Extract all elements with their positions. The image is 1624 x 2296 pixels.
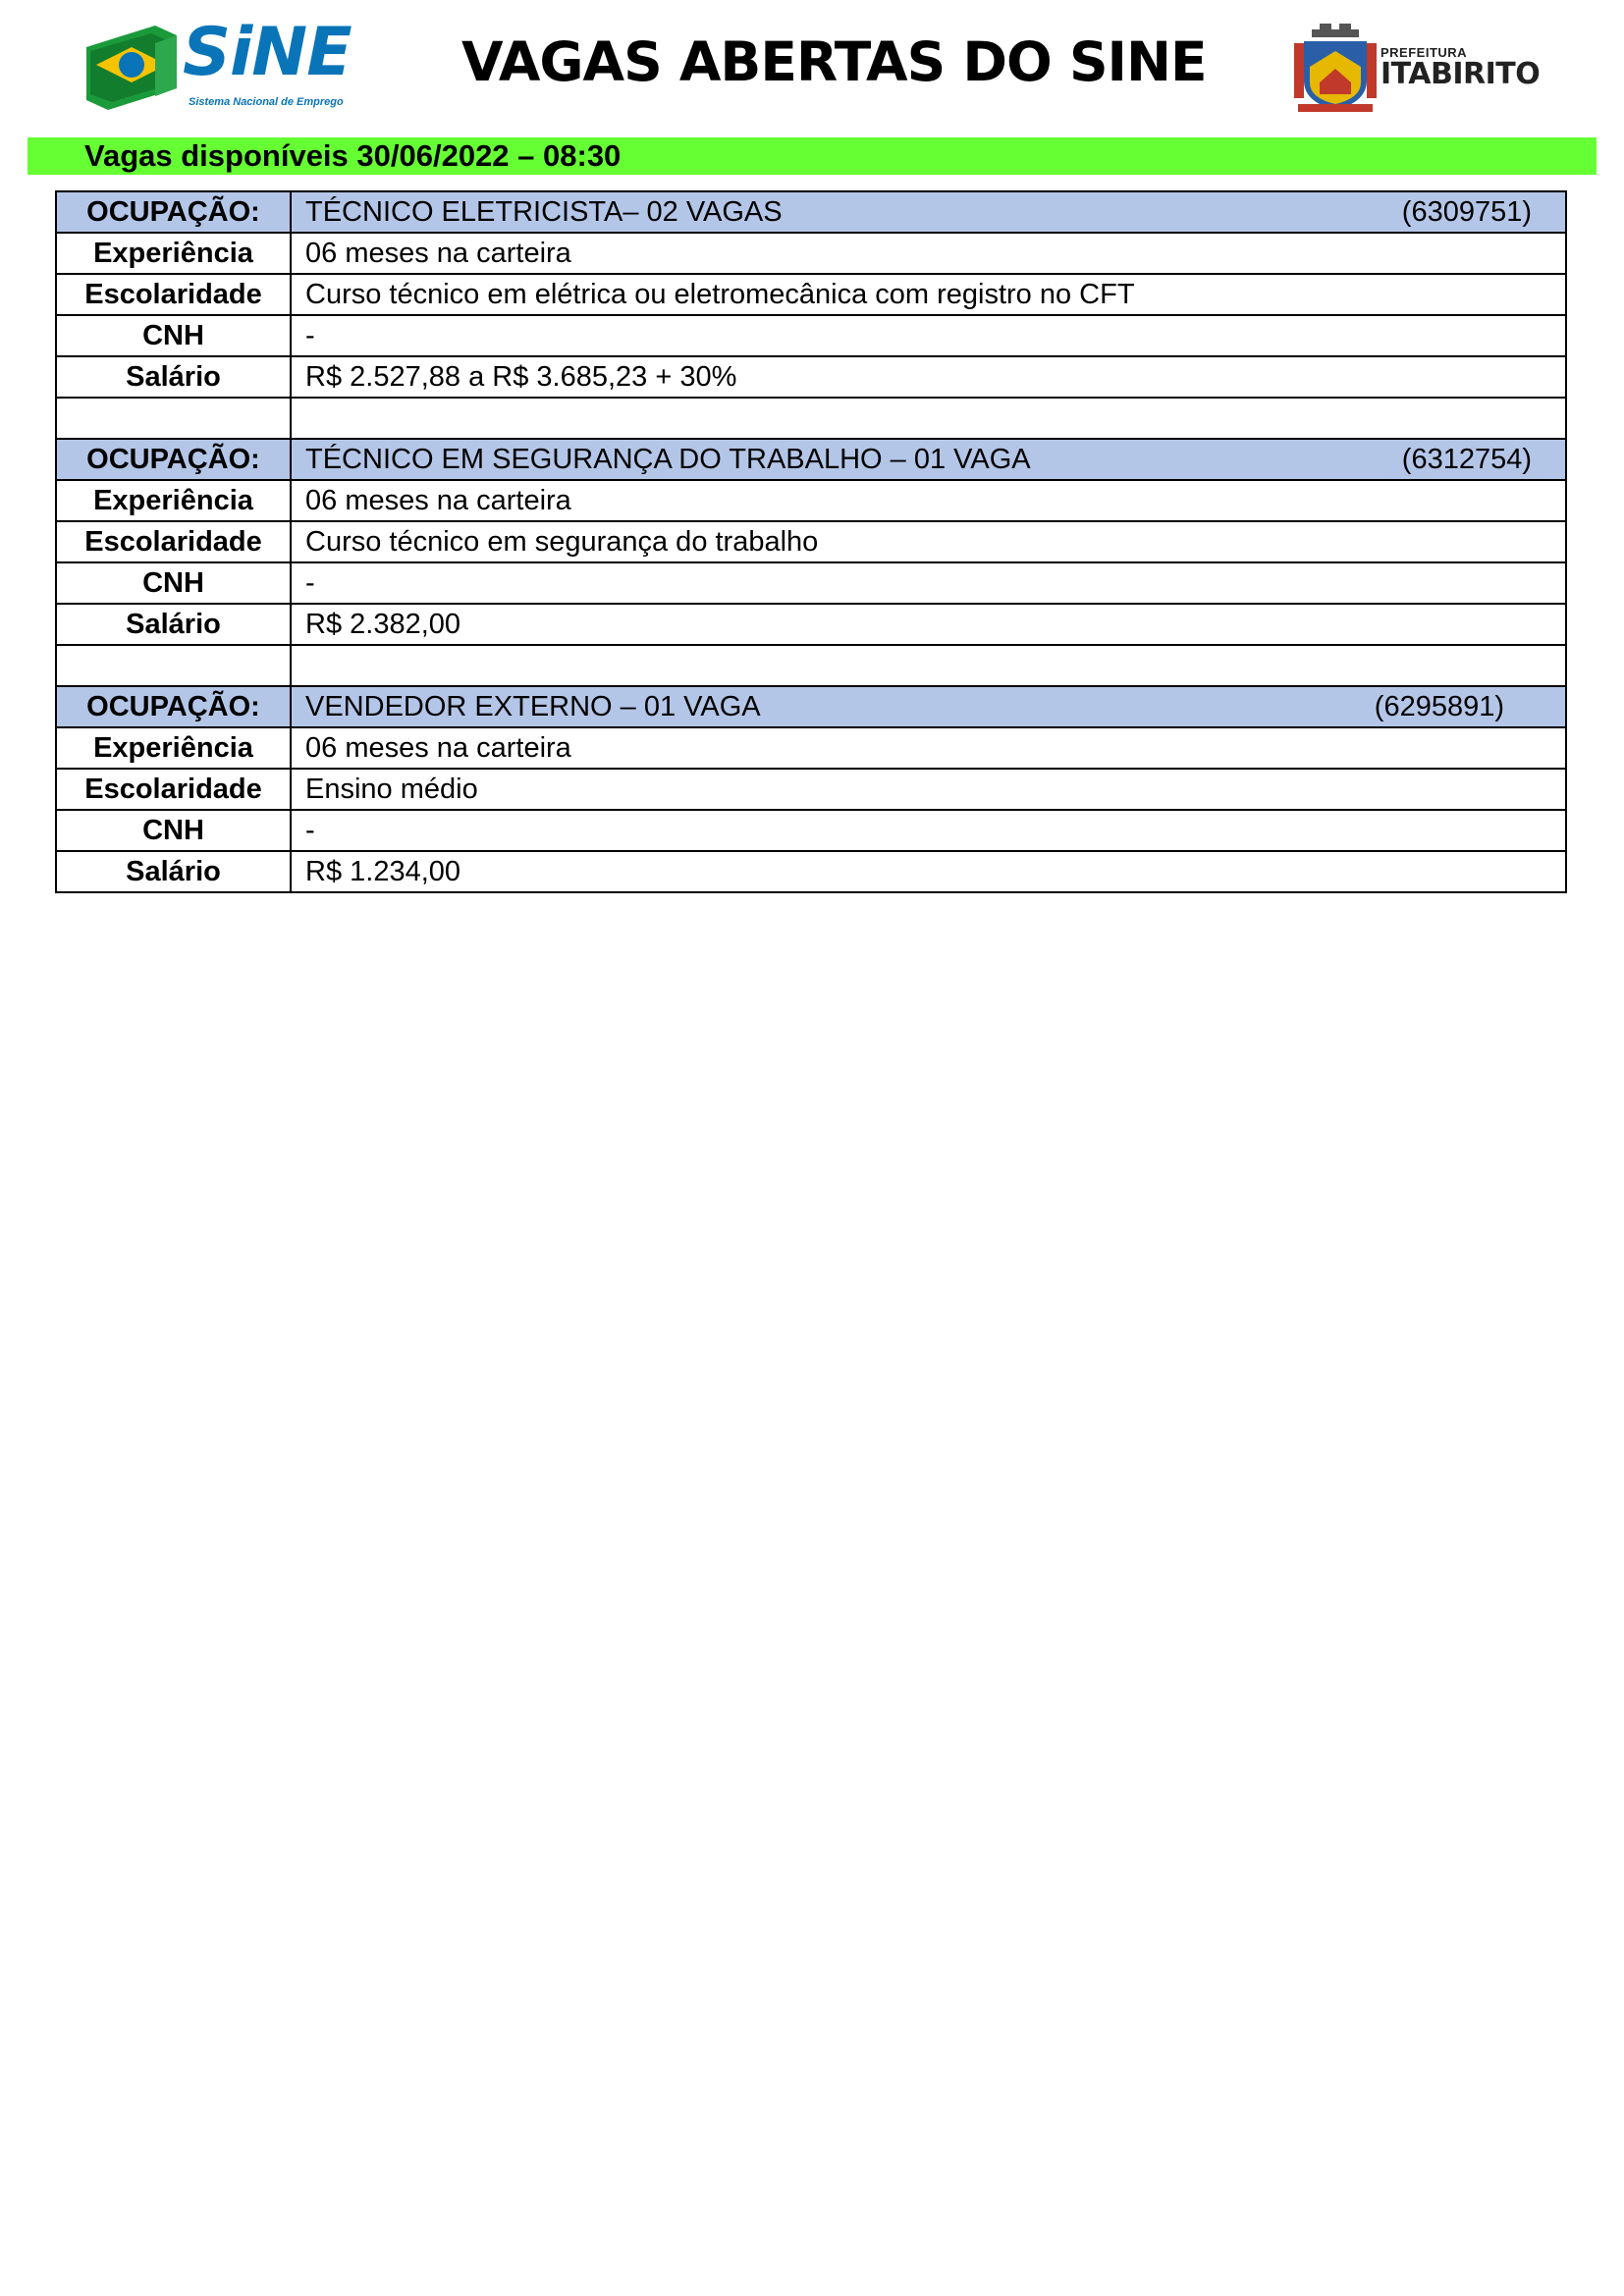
job-2-title: TÉCNICO EM SEGURANÇA DO TRABALHO – 01 VAGA xyxy=(305,444,1031,475)
spacer-cell xyxy=(291,398,1566,439)
license-label: CNH xyxy=(56,562,291,604)
job-1-license: - xyxy=(291,315,1566,356)
jobs-table xyxy=(55,190,1567,893)
job-3-license-row xyxy=(56,810,1566,851)
job-3-license: - xyxy=(291,810,1566,851)
sine-logo xyxy=(86,14,361,114)
job-2-license: - xyxy=(291,562,1566,604)
date-banner-text: Vagas disponíveis 30/06/2022 – 08:30 xyxy=(84,138,622,173)
job-3-experience: 06 meses na carteira xyxy=(291,727,1566,769)
job-1-code: (6309751) xyxy=(1401,196,1532,228)
occupation-label: OCUPAÇÃO: xyxy=(56,191,291,233)
salary-label: Salário xyxy=(56,604,291,645)
job-3-education-row xyxy=(56,769,1566,810)
job-2-license-row xyxy=(56,562,1566,604)
experience-label: Experiência xyxy=(56,233,291,274)
itabirito-label: ITABIRITO xyxy=(1380,57,1541,91)
date-banner xyxy=(27,137,1597,175)
job-2-experience-row xyxy=(56,480,1566,521)
job-3-experience-row xyxy=(56,727,1566,769)
job-2-occupation-row xyxy=(56,439,1566,480)
job-1-education-row xyxy=(56,274,1566,315)
job-1-occupation-cell xyxy=(291,191,1566,233)
job-2-education: Curso técnico em segurança do trabalho xyxy=(291,521,1566,562)
prefeitura-logo xyxy=(1294,24,1540,118)
job-3-salary-row xyxy=(56,851,1566,892)
job-1-salary: R$ 2.527,88 a R$ 3.685,23 + 30% xyxy=(291,356,1566,398)
job-1-experience-row xyxy=(56,233,1566,274)
job-2-salary: R$ 2.382,00 xyxy=(291,604,1566,645)
occupation-label: OCUPAÇÃO: xyxy=(56,439,291,480)
license-label: CNH xyxy=(56,810,291,851)
license-label: CNH xyxy=(56,315,291,356)
experience-label: Experiência xyxy=(56,480,291,521)
spacer-row xyxy=(56,398,1566,439)
job-3-code: (6295891) xyxy=(1374,691,1504,722)
job-1-salary-row xyxy=(56,356,1566,398)
spacer-cell xyxy=(291,645,1566,686)
spacer-cell xyxy=(56,398,291,439)
job-3-occupation-row xyxy=(56,686,1566,727)
page-title: VAGAS ABERTAS DO SINE xyxy=(461,30,1207,93)
job-3-occupation-cell xyxy=(291,686,1566,727)
job-1-license-row xyxy=(56,315,1566,356)
job-2-code: (6312754) xyxy=(1401,444,1532,475)
experience-label: Experiência xyxy=(56,727,291,769)
spacer-row xyxy=(56,645,1566,686)
job-2-occupation-cell xyxy=(291,439,1566,480)
education-label: Escolaridade xyxy=(56,521,291,562)
job-2-education-row xyxy=(56,521,1566,562)
job-2-experience: 06 meses na carteira xyxy=(291,480,1566,521)
sine-wordmark: SiNE xyxy=(183,14,352,91)
job-3-title: VENDEDOR EXTERNO – 01 VAGA xyxy=(305,691,761,722)
itabirito-coat-of-arms-icon xyxy=(1294,24,1377,114)
occupation-label: OCUPAÇÃO: xyxy=(56,686,291,727)
job-3-salary: R$ 1.234,00 xyxy=(291,851,1566,892)
salary-label: Salário xyxy=(56,356,291,398)
job-1-occupation-row xyxy=(56,191,1566,233)
job-1-education: Curso técnico em elétrica ou eletromecânica com registro no CFT xyxy=(291,274,1566,315)
education-label: Escolaridade xyxy=(56,769,291,810)
job-1-experience: 06 meses na carteira xyxy=(291,233,1566,274)
salary-label: Salário xyxy=(56,851,291,892)
job-3-education: Ensino médio xyxy=(291,769,1566,810)
prefeitura-label: PREFEITURA xyxy=(1380,45,1468,60)
sine-subtitle: Sistema Nacional de Emprego xyxy=(189,96,344,108)
job-1-title: TÉCNICO ELETRICISTA– 02 VAGAS xyxy=(305,196,783,228)
sine-logo-icon xyxy=(86,26,177,110)
job-2-salary-row xyxy=(56,604,1566,645)
spacer-cell xyxy=(56,645,291,686)
education-label: Escolaridade xyxy=(56,274,291,315)
